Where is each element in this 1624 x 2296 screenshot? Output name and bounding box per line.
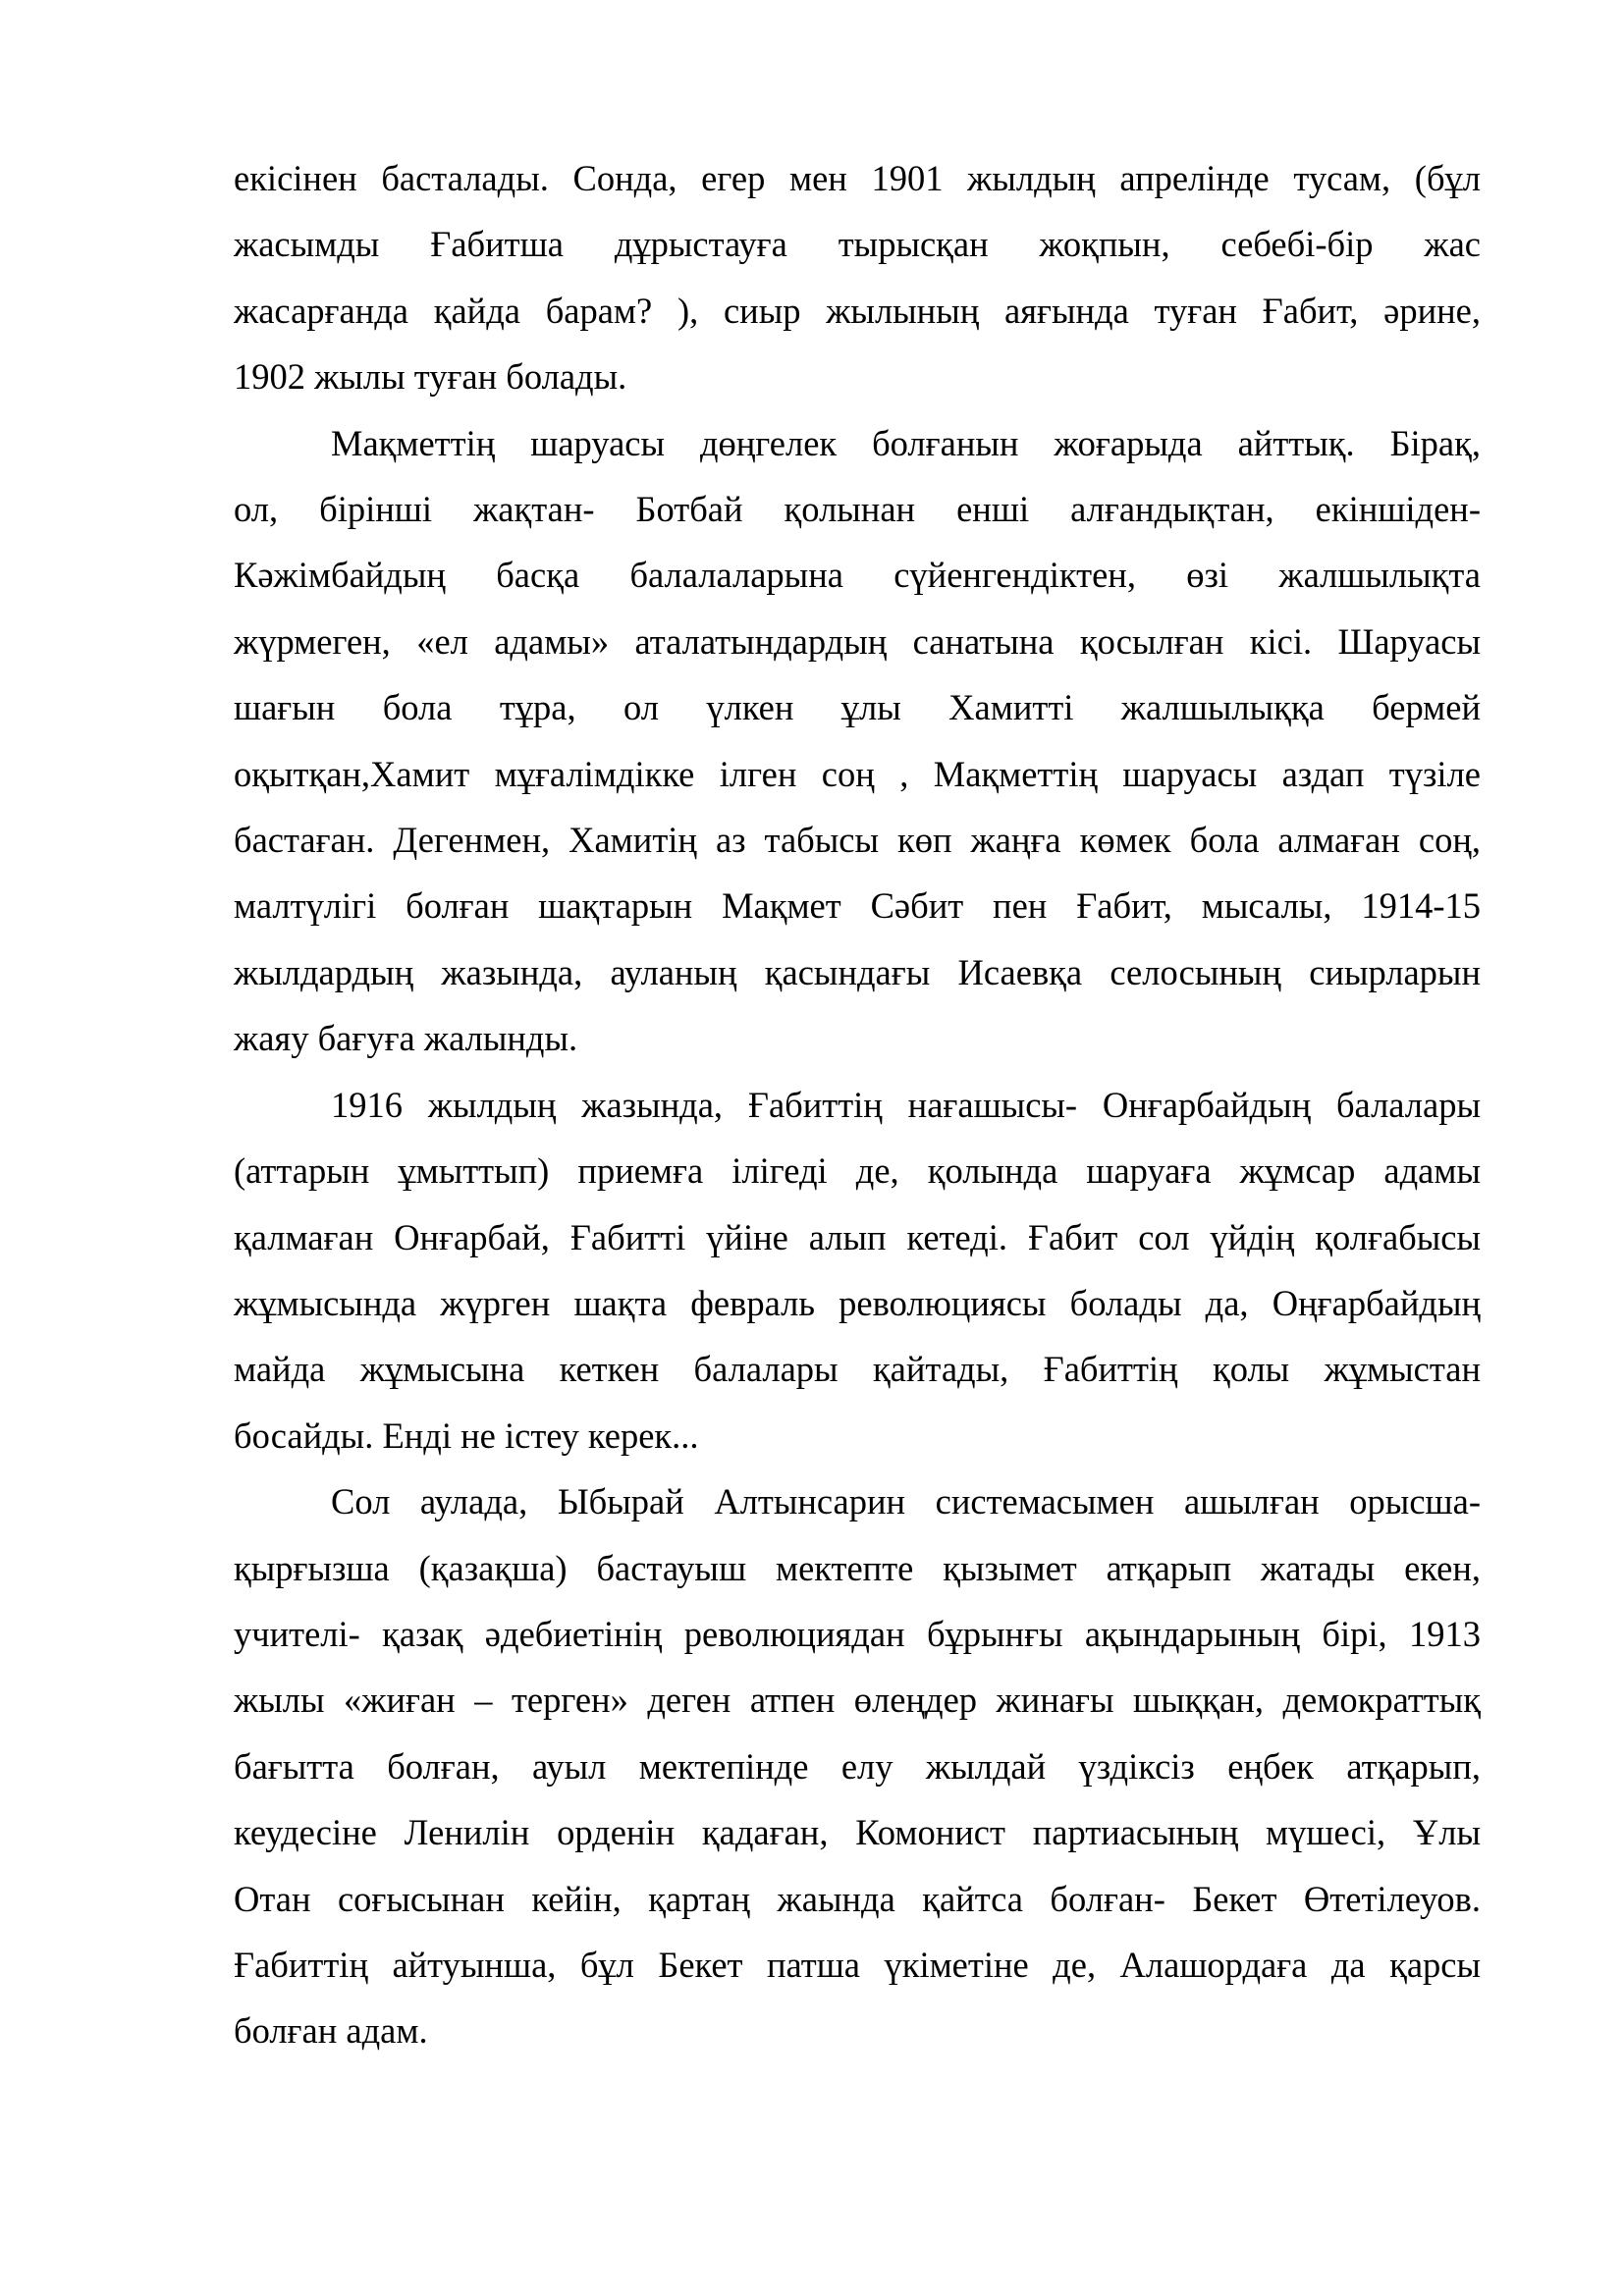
paragraph-1 (234, 145, 1481, 410)
text-line: Мақметтің шаруасы дөңгелек болғанын жоғарыда айттық. Бірақ, (331, 422, 1481, 463)
text-line: жылы «жиған – терген» деген атпен өлеңдер жинағы шыққан, демократтық (234, 1680, 1481, 1721)
text-line: 1916 жылдың жазында, Ғабиттің нағашысы- Онғарбайдың балалары (331, 1084, 1481, 1125)
text-line: шағын бола тұра, ол үлкен ұлы Хамитті жалшылыққа бермей (234, 687, 1481, 728)
document-body (234, 145, 1481, 2064)
text-line: бағытта болған, ауыл мектепінде елу жылдай үздіксіз еңбек атқарып, (234, 1745, 1481, 1787)
text-line: ол, бірінші жақтан- Ботбай қолынан енші алғандықтан, екіншіден- (234, 489, 1481, 530)
paragraph-4 (234, 1468, 1481, 2064)
text-line: жұмысында жүрген шақта февраль революциясы болады да, Оңғарбайдың (234, 1282, 1481, 1323)
text-line: жаяу бағуға жалынды. (234, 1018, 578, 1059)
text-line: Кәжімбайдың басқа балалаларына сүйенгендіктен, өзі жалшылықта (234, 555, 1481, 596)
paragraph-2 (234, 410, 1481, 1072)
text-line: Ғабиттің айтуынша, бұл Бекет патша үкіметіне де, Алашордаға да қарсы (234, 1944, 1481, 1985)
text-line: босайды. Енді не істеу керек... (234, 1415, 699, 1456)
text-line: кеудесіне Ленилін орденін қадаған, Комонист партиасының мүшесі, Ұлы (234, 1812, 1481, 1853)
text-line: майда жұмысына кеткен балалары қайтады, Ғабиттің қолы жұмыстан (234, 1349, 1481, 1390)
text-line: жасымды Ғабитша дұрыстауға тырысқан жоқпын, себебі-бір жас (234, 224, 1481, 265)
text-line: Отан соғысынан кейін, қартаң жаында қайтса болған- Бекет Өтетілеуов. (234, 1878, 1481, 1919)
paragraph-3 (234, 1072, 1481, 1468)
text-line: қырғызша (қазақша) бастауыш мектепте қызымет атқарып жатады екен, (234, 1547, 1481, 1588)
text-line: екісінен басталады. Сонда, егер мен 1901 жылдың апрелінде тусам, (бұл (234, 158, 1481, 198)
text-line: (аттарын ұмыттып) приемға ілігеді де, қолында шаруаға жұмсар адамы (234, 1150, 1481, 1192)
text-line: жүрмеген, «ел адамы» аталатындардың санатына қосылған кісі. Шаруасы (234, 620, 1481, 662)
text-line: 1902 жылы туған болады. (234, 356, 627, 398)
text-line: Сол аулада, Ыбырай Алтынсарин системасымен ашылған орысша- (331, 1481, 1481, 1522)
text-line: малтүлігі болған шақтарын Мақмет Сәбит пен Ғабит, мысалы, 1914-15 (234, 885, 1481, 927)
text-line: болған адам. (234, 2010, 428, 2052)
text-line: бастаған. Дегенмен, Хамитің аз табысы көп жаңға көмек бола алмаған соң, (234, 820, 1481, 861)
text-line: жасарғанда қайда барам? ), сиыр жылының аяғында туған Ғабит, әрине, (234, 290, 1481, 331)
text-line: оқытқан,Хамит мұғалімдікке ілген соң , Мақметтің шаруасы аздап түзіле (234, 753, 1481, 794)
text-line: жылдардың жазында, ауланың қасындағы Исаевқа селосының сиырларын (234, 951, 1481, 992)
text-line: учителі- қазақ әдебиетінің революциядан бұрынғы ақындарының бірі, 1913 (234, 1613, 1481, 1654)
text-line: қалмаған Онғарбай, Ғабитті үйіне алып кетеді. Ғабит сол үйдің қолғабысы (234, 1216, 1481, 1257)
